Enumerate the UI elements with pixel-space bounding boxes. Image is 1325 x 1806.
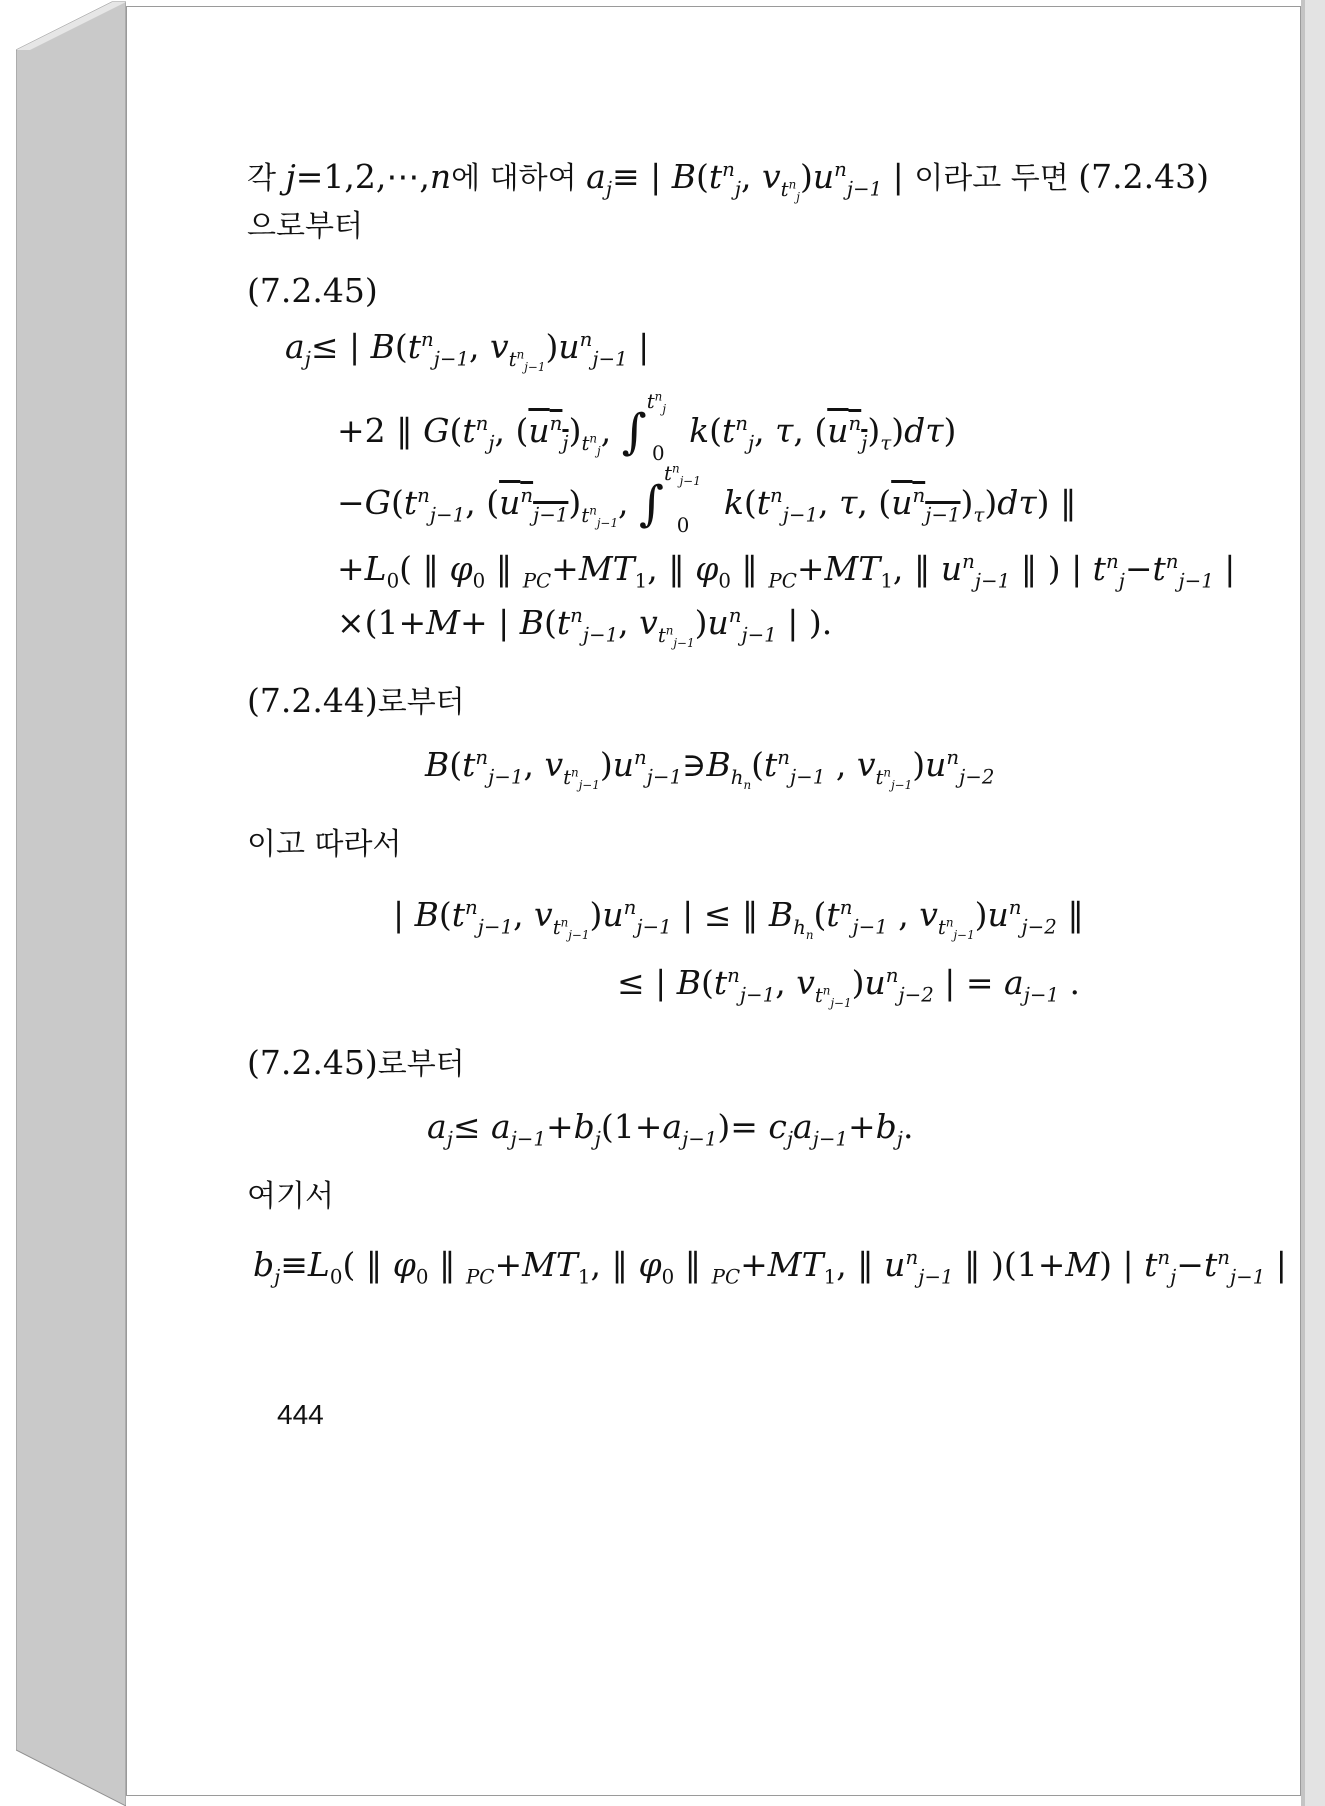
thus-text: 이고 따라서 — [247, 827, 402, 862]
eq1-line-1: $a_j\le$ | $B(t^n_{j-1}$, $v_{t^n_{j-1}})u^n_{j-1}$ | — [285, 327, 650, 374]
page-number: 444 — [277, 1399, 324, 1430]
eq1-line-3: $-G(t^n_{j-1}$, $(u^n_{j-1})_{t^n_{j-1}}$, ∫$^{t^n_{j-1}}_0$ $k(t^n_{j-1}$, τ, $(u^n_{j-1})_\tau)d\tau$) ‖ — [337, 461, 1077, 537]
intro-line-2: 으로부터 — [247, 209, 363, 244]
eq3-line-1: | $B(t^n_{j-1}$, $v_{t^n_{j-1}})u^n_{j-1}$ | ≤ ‖ $B_{h_n}(t^n_{j-1}$ , $v_{t^n_{j-1}})u^n_{j-2}$ ‖ — [393, 895, 1084, 942]
from-label-7-2-44: (7.2.44)로부터 — [247, 681, 465, 720]
from-label-7-2-45: (7.2.45)로부터 — [247, 1043, 465, 1082]
eq4: $a_j\le a_{j-1}+b_j(1+a_{j-1})= c_ja_{j-1}+b_j$. — [427, 1107, 914, 1151]
where-text: 여기서 — [247, 1179, 334, 1214]
eq1-line-4: $+L_0$( ‖ $\varphi_0$ ‖ $_{PC}+MT_1$, ‖ $\varphi_0$ ‖ $_{PC}+MT_1$, ‖ $u^n_{j-1}$ ‖ ) | $t^n_j-t^n_{j-1}$ | — [337, 549, 1236, 593]
eq1-line-5: ×(1+M+ | $B(t^n_{j-1}$, $v_{t^n_{j-1}})u^n_{j-1}$ | ). — [337, 603, 833, 650]
equation-label-7-2-45: (7.2.45) — [247, 271, 378, 310]
eq3-line-2: ≤ | $B(t^n_{j-1}$, $v_{t^n_{j-1}})u^n_{j-2}$ | = $a_{j-1}$ . — [617, 963, 1081, 1010]
page-edge — [1301, 0, 1325, 1806]
intro-line-1: 각 j=1,2,⋯,n에 대하여 $a_j\equiv$ | $B(t^n_j$, $v_{t^n_j})u^n_{j-1}$ | 이라고 두면 (7.2.43) — [247, 157, 1209, 204]
eq5: $b_j\equiv L_0$( ‖ $\varphi_0$ ‖ $_{PC}+MT_1$, ‖ $\varphi_0$ ‖ $_{PC}+MT_1$, ‖ $u^n_{j-1}$ ‖ )(1+M) | $t^n_j-t^n_{j-1}$ | — [253, 1245, 1287, 1289]
book-spine — [16, 0, 126, 1806]
eq2: $B(t^n_{j-1}$, $v_{t^n_{j-1}})u^n_{j-1}∋B_{h_n}(t^n_{j-1}$ , $v_{t^n_{j-1}})u^n_{j-2}$ — [425, 745, 995, 792]
book-page — [126, 6, 1301, 1796]
eq1-line-2: +2 ‖ $G(t^n_j$, $(u^n_j)_{t^n_j}$, ∫$^{t^n_j}_0$ $k(t^n_j$, τ, $(u^n_j)_\tau)d\tau$) — [337, 389, 957, 465]
